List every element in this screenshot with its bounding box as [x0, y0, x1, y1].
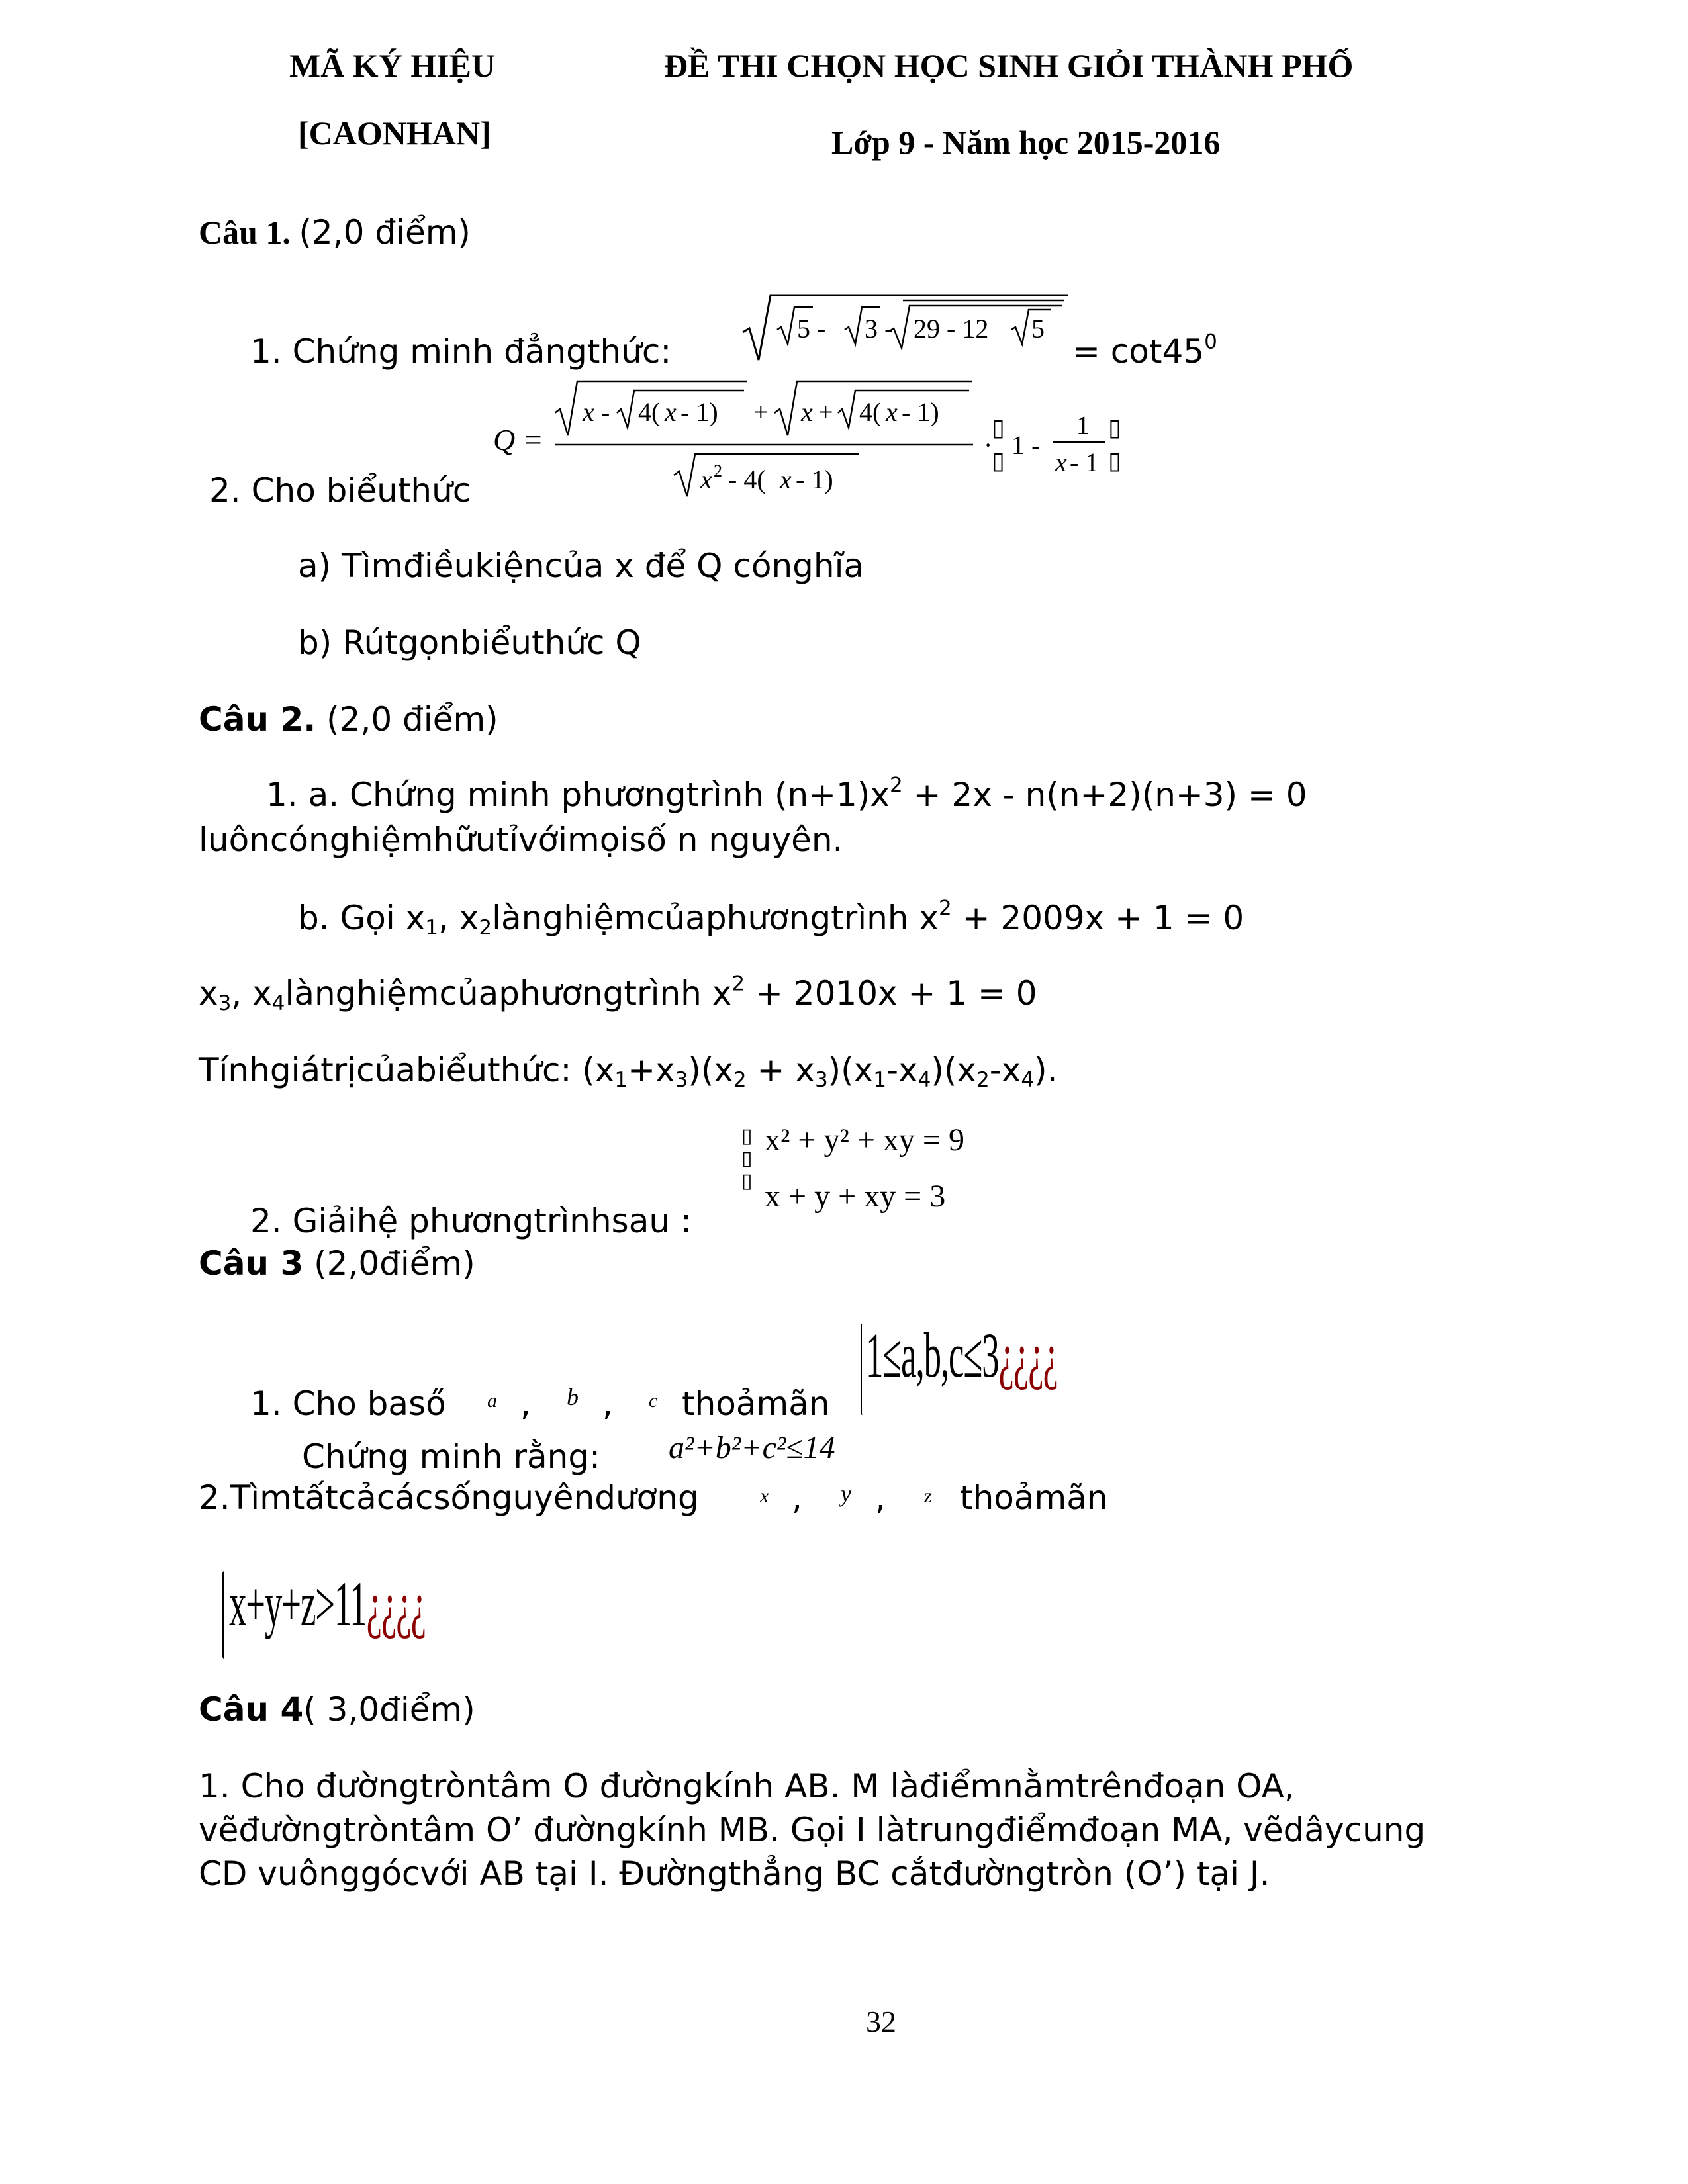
- q2-d-sub3b: 3: [814, 1068, 828, 1092]
- q1-rhs-sup: 0: [1204, 330, 1217, 354]
- comma-b: ,: [602, 1385, 613, 1423]
- svg-text:1 -: 1 -: [1011, 430, 1041, 460]
- q2-p1b-d: + 2009x + 1 = 0: [951, 899, 1244, 937]
- q1-p1-rhs: [1072, 332, 1217, 371]
- svg-text:x: x: [1055, 447, 1067, 477]
- svg-text:- 1): - 1): [680, 397, 718, 427]
- q2-p2-text: 2. Giảihệ phươngtrìnhsau :: [250, 1202, 692, 1240]
- svg-text:x: x: [801, 397, 813, 427]
- q-fraction: [555, 376, 1124, 502]
- system-line2: x + y + xy = 3: [765, 1179, 946, 1214]
- comma-a: ,: [520, 1385, 531, 1423]
- cond2-brace: [222, 1571, 226, 1659]
- q1-title: Câu 1.: [199, 214, 291, 251]
- q-lhs: Q =: [493, 423, 543, 457]
- q4-title: Câu 4: [199, 1690, 304, 1729]
- q1-pb: b) Rútgọnbiểuthức Q: [298, 623, 641, 662]
- cond1-text: 1≤a,b,c≤3: [866, 1320, 999, 1390]
- q2-heading: [199, 700, 498, 739]
- q2-p1a-b: + 2x - n(n+2)(n+3) = 0: [902, 776, 1307, 814]
- q3-prove-text: Chứng minh rằng:: [302, 1437, 600, 1476]
- cond2: [229, 1567, 426, 1641]
- system-line1: x² + y² + xy = 9: [765, 1122, 964, 1158]
- q2-points: (2,0 điểm): [326, 700, 498, 739]
- q2-p1d-g: )(x: [931, 1051, 976, 1089]
- svg-text:4(: 4(: [638, 397, 661, 427]
- q1-pa: a) Tìmđiềukiệncủa x để Q cónghĩa: [298, 547, 865, 585]
- grade-year: Lớp 9 - Năm học 2015-2016: [831, 124, 1221, 161]
- var-y: y: [841, 1480, 851, 1507]
- q2-sub4: 4: [271, 991, 285, 1015]
- q3-p2-text: 2.Tìmtấtcảcácsốnguyêndương: [199, 1479, 699, 1517]
- q2-sq-c: 2: [731, 972, 745, 996]
- q2-sub2: 2: [479, 915, 492, 940]
- svg-text:▯: ▯: [992, 414, 1005, 441]
- q2-p1a-a: 1. a. Chứng minh phươngtrình (n+1)x: [266, 776, 890, 814]
- q1-radical: [740, 291, 1071, 371]
- code-label: MÃ KÝ HIỆU: [289, 47, 496, 84]
- svg-text:- 1): - 1): [902, 397, 939, 427]
- q2-p1c-c: lànghiệmcủaphươngtrình x: [285, 974, 732, 1013]
- q2-p1b-c: lànghiệmcủaphươngtrình x: [492, 899, 939, 937]
- var-b: b: [567, 1384, 579, 1410]
- svg-text:▯: ▯: [1108, 447, 1121, 475]
- var-z: z: [924, 1485, 932, 1507]
- q4-line3: CD vuônggócvới AB tại I. Đườngthẳng BC cắtđườngtròn (O’) tại J.: [199, 1854, 1270, 1893]
- svg-text:x: x: [665, 397, 677, 427]
- q2-p1d-b: +x: [628, 1051, 675, 1089]
- q2-p1b: [298, 896, 1244, 940]
- q1-rhs-text: = cot45: [1072, 332, 1205, 371]
- q4-line2: vẽđườngtròntâm O’ đườngkính MB. Gọi I làtrungđiểmđoạn MA, vẽdâycung: [199, 1811, 1426, 1849]
- q2-sq: 2: [889, 773, 903, 797]
- q2-p1a-line2: luôncónghiệmhữutỉvớimọisố n nguyên.: [199, 821, 843, 859]
- q2-d-sub4: 4: [917, 1068, 931, 1092]
- svg-text:5: 5: [1031, 314, 1045, 343]
- q2-title: Câu 2.: [199, 700, 316, 739]
- svg-text:1: 1: [1076, 410, 1090, 440]
- cond1-tail: ¿¿¿¿: [998, 1320, 1058, 1390]
- var-x: x: [760, 1485, 769, 1507]
- q1-p1-text: 1. Chứng minh đẳngthức:: [250, 332, 672, 371]
- q4-points: ( 3,0điểm): [303, 1690, 475, 1729]
- svg-text:+: +: [753, 397, 769, 427]
- q2-sq-b: 2: [939, 896, 952, 921]
- comma-x: ,: [792, 1479, 802, 1517]
- q1-heading: [199, 213, 471, 251]
- q2-d-sub3: 3: [675, 1068, 688, 1092]
- q2-d-sub2: 2: [733, 1068, 747, 1092]
- q3-heading: [199, 1244, 475, 1283]
- q2-p1b-a: b. Gọi x: [298, 899, 426, 937]
- svg-text:·: ·: [984, 430, 993, 460]
- q2-sub1: 1: [425, 915, 438, 940]
- q3-satisfy2: thoảmãn: [960, 1479, 1108, 1517]
- cond1-brace: [861, 1324, 865, 1415]
- q2-p1d: [199, 1051, 1058, 1092]
- svg-text:▯: ▯: [992, 447, 1005, 475]
- q2-d-sub1: 1: [614, 1068, 628, 1092]
- svg-text:- 1: - 1: [1070, 447, 1099, 477]
- svg-text:2: 2: [714, 461, 722, 480]
- q2-p1c: [199, 974, 1037, 1013]
- exam-title: ĐỀ THI CHỌN HỌC SINH GIỎI THÀNH PHỐ: [664, 47, 1354, 84]
- svg-text:x: x: [583, 397, 594, 427]
- svg-text:▯: ▯: [1108, 414, 1121, 441]
- q2-p1d-h: -x: [989, 1051, 1021, 1089]
- q2-p1d-i: ).: [1034, 1051, 1058, 1089]
- comma-y: ,: [875, 1479, 886, 1517]
- q3-satisfy: thoảmãn: [682, 1385, 830, 1423]
- q2-p1d-c: )(x: [688, 1051, 733, 1089]
- q4-heading: [199, 1690, 475, 1729]
- svg-text:x: x: [886, 397, 898, 427]
- svg-text:- 1): - 1): [796, 465, 833, 494]
- svg-text:+: +: [818, 397, 833, 427]
- cond2-text: x+y+z>11: [229, 1569, 367, 1639]
- code-value: [CAONHAN]: [298, 114, 491, 152]
- q2-p1d-e: )(x: [827, 1051, 874, 1089]
- q2-p1d-f: -x: [886, 1051, 918, 1089]
- q2-p1c-b: , x: [231, 974, 272, 1013]
- q1-p2-text: 2. Cho biểuthức: [209, 471, 471, 510]
- svg-text:-: -: [601, 397, 610, 427]
- q2-d-sub1b: 1: [873, 1068, 887, 1092]
- q3-title: Câu 3: [199, 1244, 304, 1283]
- q2-p1b-b: , x: [438, 899, 479, 937]
- svg-text:x: x: [780, 465, 792, 494]
- svg-text:- 4(: - 4(: [728, 465, 766, 494]
- page-number: 32: [866, 2005, 896, 2038]
- q2-p1d-a: Tínhgiátrịcủabiểuthức: (x: [199, 1051, 615, 1089]
- q4-line1: 1. Cho đườngtròntâm O đườngkính AB. M làđiểmnằmtrênđoạn OA,: [199, 1767, 1295, 1805]
- q2-d-sub2b: 2: [976, 1068, 990, 1092]
- svg-text:x: x: [700, 465, 712, 494]
- q2-p1c-a: x: [199, 974, 218, 1013]
- q2-p1c-d: + 2010x + 1 = 0: [745, 974, 1037, 1013]
- q3-p1-text: 1. Cho baső: [250, 1385, 446, 1423]
- svg-text:5 -: 5 -: [797, 314, 826, 343]
- var-a: a: [487, 1390, 497, 1412]
- q2-sub3: 3: [218, 991, 232, 1015]
- q3-points: (2,0điểm): [314, 1244, 475, 1283]
- q1-points: (2,0 điểm): [299, 213, 471, 251]
- svg-text:29 - 12: 29 - 12: [914, 314, 989, 343]
- svg-text:4(: 4(: [859, 397, 882, 427]
- system-brace: ▯ ▯ ▯: [741, 1125, 753, 1192]
- cond1: [866, 1318, 1058, 1392]
- q2-p1a-line1: [266, 773, 1307, 814]
- cond2-tail: ¿¿¿¿: [366, 1569, 426, 1639]
- svg-text:3 -: 3 -: [865, 314, 894, 343]
- q2-d-sub4b: 4: [1021, 1068, 1035, 1092]
- var-c: c: [649, 1390, 658, 1412]
- q2-p1d-d: + x: [746, 1051, 815, 1089]
- q3-ineq: a²+b²+c²≤14: [669, 1430, 835, 1465]
